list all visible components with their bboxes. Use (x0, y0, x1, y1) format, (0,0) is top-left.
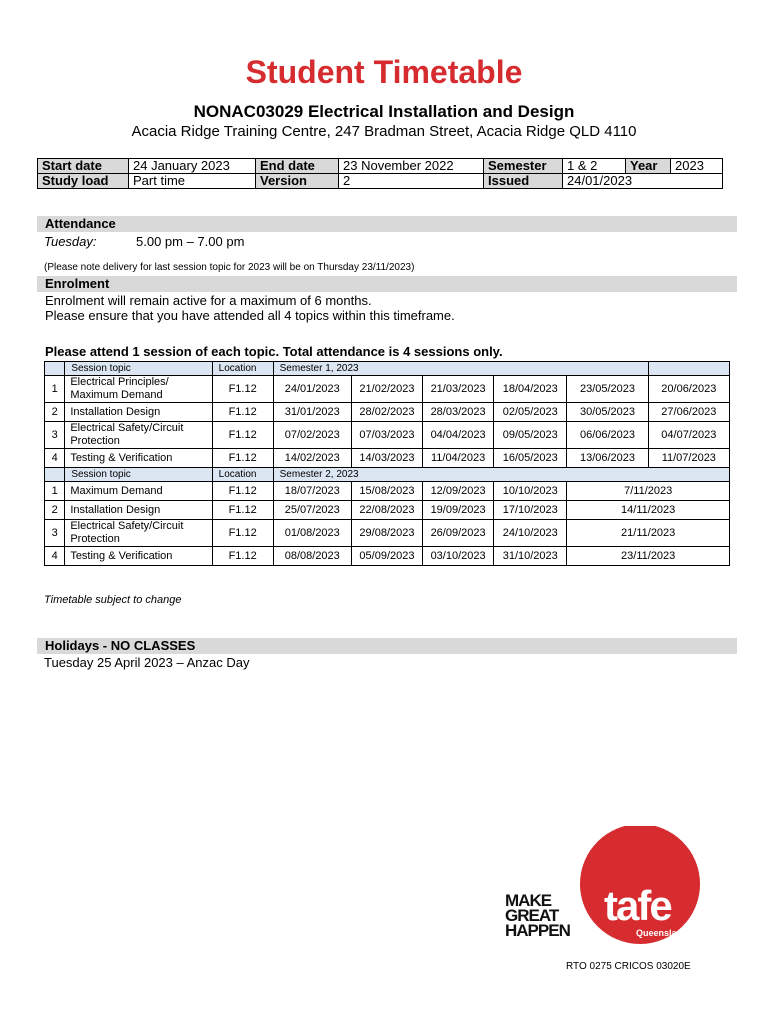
schedule-table (44, 361, 730, 566)
session-date: 26/09/2023 (423, 520, 494, 547)
attendance-heading: Attendance (37, 216, 737, 232)
session-location: F1.12 (212, 449, 273, 468)
row-number: 4 (45, 547, 65, 566)
session-location: F1.12 (212, 520, 273, 547)
session-date: 11/07/2023 (648, 449, 729, 468)
session-topic: Installation Design (65, 501, 212, 520)
session-date: 29/08/2023 (351, 520, 422, 547)
study-load-value: Part time (129, 174, 256, 189)
version-value: 2 (339, 174, 484, 189)
study-load-label: Study load (38, 174, 129, 189)
session-topic: Testing & Verification (65, 449, 212, 468)
session-topic: Testing & Verification (65, 547, 212, 566)
session-date: 20/06/2023 (648, 376, 729, 403)
session-date: 28/03/2023 (423, 403, 494, 422)
year-label: Year (626, 159, 671, 174)
session-topic: Maximum Demand (65, 482, 212, 501)
session-date: 15/08/2023 (351, 482, 422, 501)
issued-value: 24/01/2023 (563, 174, 723, 189)
row-number: 2 (45, 403, 65, 422)
session-date: 31/01/2023 (273, 403, 351, 422)
session-date: 11/04/2023 (423, 449, 494, 468)
session-date: 04/07/2023 (648, 422, 729, 449)
timetable-note: Timetable subject to change (44, 594, 182, 606)
session-date: 21/03/2023 (423, 376, 494, 403)
row-number: 1 (45, 482, 65, 501)
location-header: Location (212, 468, 273, 482)
year-value: 2023 (671, 159, 723, 174)
session-date: 08/08/2023 (273, 547, 351, 566)
slogan-line-3: HAPPEN (505, 921, 570, 940)
header-cell (648, 362, 729, 376)
semester-1-header-row (45, 362, 730, 376)
session-date: 07/03/2023 (351, 422, 422, 449)
semester-2-header: Semester 2, 2023 (273, 468, 729, 482)
schedule-row (45, 547, 730, 566)
session-date: 04/04/2023 (423, 422, 494, 449)
session-date: 14/11/2023 (567, 501, 730, 520)
enrolment-line-1: Enrolment will remain active for a maximum of 6 months. (45, 293, 372, 308)
tafe-logo (500, 826, 710, 946)
session-date: 18/07/2023 (273, 482, 351, 501)
semester-value: 1 & 2 (563, 159, 626, 174)
row-number: 4 (45, 449, 65, 468)
session-date: 21/02/2023 (351, 376, 422, 403)
version-label: Version (256, 174, 339, 189)
start-date-value: 24 January 2023 (129, 159, 256, 174)
semester-2-header-row (45, 468, 730, 482)
session-location: F1.12 (212, 403, 273, 422)
schedule-row (45, 482, 730, 501)
schedule-row (45, 449, 730, 468)
row-number: 3 (45, 422, 65, 449)
row-number: 1 (45, 376, 65, 403)
venue-address: Acacia Ridge Training Centre, 247 Bradman Street, Acacia Ridge QLD 4110 (131, 123, 637, 140)
session-date: 02/05/2023 (494, 403, 567, 422)
session-location: F1.12 (212, 376, 273, 403)
session-date: 07/02/2023 (273, 422, 351, 449)
session-date: 12/09/2023 (423, 482, 494, 501)
start-date-label: Start date (38, 159, 129, 174)
session-date: 03/10/2023 (423, 547, 494, 566)
session-topic: Installation Design (65, 403, 212, 422)
session-date: 14/02/2023 (273, 449, 351, 468)
holiday-item: Tuesday 25 April 2023 – Anzac Day (44, 655, 250, 670)
session-date: 18/04/2023 (494, 376, 567, 403)
issued-label: Issued (484, 174, 563, 189)
schedule-row (45, 376, 730, 403)
session-date: 13/06/2023 (567, 449, 648, 468)
page-title: Student Timetable (245, 54, 523, 90)
session-topic: Electrical Safety/Circuit Protection (65, 422, 212, 449)
attendance-day: Tuesday: (44, 234, 97, 249)
session-date: 09/05/2023 (494, 422, 567, 449)
session-date: 27/06/2023 (648, 403, 729, 422)
session-date: 01/08/2023 (273, 520, 351, 547)
session-date: 23/11/2023 (567, 547, 730, 566)
row-number: 3 (45, 520, 65, 547)
session-date: 28/02/2023 (351, 403, 422, 422)
course-title: NONAC03029 Electrical Installation and Design (193, 102, 575, 121)
enrolment-heading: Enrolment (37, 276, 737, 292)
rto-code: RTO 0275 CRICOS 03020E (566, 961, 691, 972)
semester-1-header: Semester 1, 2023 (273, 362, 648, 376)
location-header: Location (212, 362, 273, 376)
session-date: 24/10/2023 (494, 520, 567, 547)
tafe-logo-graphic (500, 826, 710, 946)
header-cell (45, 468, 65, 482)
logo-subtitle: Queensland (636, 928, 688, 938)
session-topic: Electrical Safety/Circuit Protection (65, 520, 212, 547)
session-date: 22/08/2023 (351, 501, 422, 520)
end-date-value: 23 November 2022 (339, 159, 484, 174)
session-location: F1.12 (212, 547, 273, 566)
attendance-time: 5.00 pm – 7.00 pm (136, 234, 245, 249)
schedule-row (45, 520, 730, 547)
schedule-row (45, 501, 730, 520)
slogan-line-2: GREAT (505, 906, 559, 925)
schedule-row (45, 403, 730, 422)
session-location: F1.12 (212, 422, 273, 449)
end-date-label: End date (256, 159, 339, 174)
attendance-note: (Please note delivery for last session topic for 2023 will be on Thursday 23/11/2023) (44, 262, 415, 273)
semester-label: Semester (484, 159, 563, 174)
session-date: 21/11/2023 (567, 520, 730, 547)
session-date: 14/03/2023 (351, 449, 422, 468)
topic-header: Session topic (65, 468, 212, 482)
info-row (38, 174, 723, 189)
session-date: 30/05/2023 (567, 403, 648, 422)
session-date: 16/05/2023 (494, 449, 567, 468)
enrolment-line-2: Please ensure that you have attended all 4 topics within this timeframe. (45, 308, 455, 323)
header-cell (45, 362, 65, 376)
info-row (38, 159, 723, 174)
session-date: 31/10/2023 (494, 547, 567, 566)
logo-wordmark: tafe (604, 882, 671, 929)
session-date: 17/10/2023 (494, 501, 567, 520)
session-date: 25/07/2023 (273, 501, 351, 520)
holidays-heading: Holidays - NO CLASSES (37, 638, 737, 654)
session-location: F1.12 (212, 501, 273, 520)
topic-header: Session topic (65, 362, 212, 376)
schedule-instruction: Please attend 1 session of each topic. Total attendance is 4 sessions only. (45, 344, 503, 359)
session-location: F1.12 (212, 482, 273, 501)
session-date: 7/11/2023 (567, 482, 730, 501)
session-topic: Electrical Principles/ Maximum Demand (65, 376, 212, 403)
session-date: 23/05/2023 (567, 376, 648, 403)
slogan-line-1: MAKE (505, 891, 552, 910)
row-number: 2 (45, 501, 65, 520)
session-date: 24/01/2023 (273, 376, 351, 403)
session-date: 10/10/2023 (494, 482, 567, 501)
schedule-row (45, 422, 730, 449)
session-date: 05/09/2023 (351, 547, 422, 566)
session-date: 19/09/2023 (423, 501, 494, 520)
course-info-table (37, 158, 723, 189)
session-date: 06/06/2023 (567, 422, 648, 449)
